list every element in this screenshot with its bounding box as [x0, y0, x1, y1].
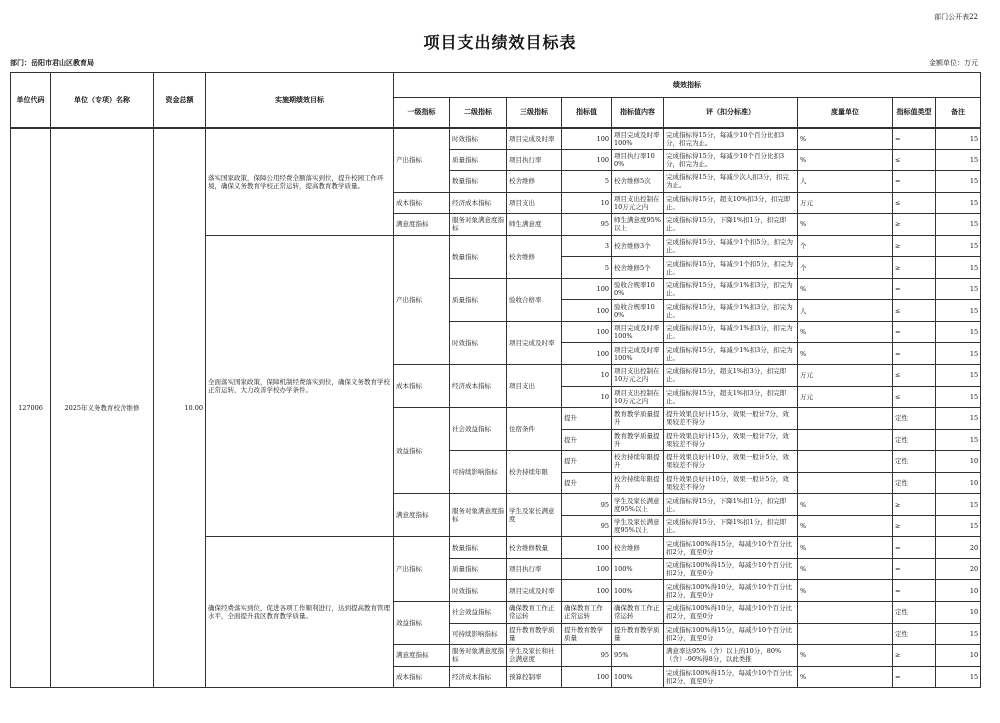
remark-cell: 10	[936, 645, 981, 667]
level2-cell: 经济成本指标	[450, 365, 507, 408]
value-cell: 提升	[562, 451, 612, 473]
level1-cell: 满意度指标	[394, 214, 450, 236]
value-content-cell: 提升教育教学质量	[612, 623, 664, 645]
value-type-cell: 定性	[893, 451, 936, 473]
scoring-cell: 满意率达95%（含）以上的10分，80%（含）-90%得8分，以此类推	[664, 645, 798, 667]
value-type-cell: =	[893, 278, 936, 300]
value-type-cell: ≤	[893, 300, 936, 322]
goal-cell: 确保经费落实到位，促进各项工作顺利进行，达到提高教育管理水平，全面提升我区教育教学质量。	[206, 537, 394, 688]
scoring-cell: 完成指标得15分，下降1%扣1分，扣完即止。	[664, 515, 798, 537]
level2-cell: 经济成本指标	[450, 192, 507, 214]
value-content-cell: 95%	[612, 645, 664, 667]
level2-cell: 社会效益指标	[450, 408, 507, 451]
value-cell: 100	[562, 321, 612, 343]
level3-cell: 项目支出	[507, 365, 562, 408]
value-cell: 95	[562, 515, 612, 537]
header-value: 指标值	[562, 98, 612, 128]
level2-cell: 数量指标	[450, 235, 507, 278]
value-cell: 提升教育教学质量	[562, 623, 612, 645]
scoring-cell: 完成指标100%得10分，每减少10个百分比扣2分，直至0分	[664, 580, 798, 602]
value-cell: 100	[562, 343, 612, 365]
value-type-cell: 定性	[893, 602, 936, 624]
level3-cell: 住宿条件	[507, 408, 562, 451]
value-cell: 100	[562, 537, 612, 559]
value-type-cell: =	[893, 128, 936, 150]
goal-cell: 全面落实国家政策，保障机制经费落实到位，确保义务教育学校正常运转，大力改善学校办学条件。	[206, 235, 394, 537]
measure-unit-cell: %	[798, 343, 893, 365]
value-content-cell: 验收合规率100%	[612, 278, 664, 300]
value-type-cell: ≤	[893, 386, 936, 408]
header-unit-code: 单位代码	[11, 73, 51, 128]
value-type-cell: ≥	[893, 645, 936, 667]
measure-unit-cell	[798, 408, 893, 430]
remark-cell: 15	[936, 214, 981, 236]
table-body	[11, 128, 981, 688]
value-type-cell: =	[893, 666, 936, 688]
remark-cell: 10	[936, 580, 981, 602]
value-type-cell: =	[893, 321, 936, 343]
measure-unit-cell	[798, 602, 893, 624]
measure-unit-cell	[798, 429, 893, 451]
measure-unit-cell: %	[798, 214, 893, 236]
scoring-cell: 完成指标得15分，每减少1%扣3分，扣完为止。	[664, 343, 798, 365]
level2-cell: 可持续影响指标	[450, 623, 507, 645]
level2-cell: 时效指标	[450, 321, 507, 364]
value-cell: 提升	[562, 429, 612, 451]
header-indicators: 绩效指标	[394, 73, 981, 98]
amount-unit-label: 金额单位：万元	[929, 59, 978, 67]
total-funds-cell: 10.00	[154, 128, 206, 688]
remark-cell: 15	[936, 408, 981, 430]
measure-unit-cell: %	[798, 278, 893, 300]
level1-cell: 产出指标	[394, 235, 450, 364]
form-number: 部门公开表22	[934, 13, 978, 21]
level1-cell: 满意度指标	[394, 645, 450, 667]
value-cell: 100	[562, 128, 612, 150]
scoring-cell: 完成指标得15分，每减少10个百分比扣3分，扣完为止。	[664, 149, 798, 171]
level1-cell: 产出指标	[394, 537, 450, 602]
level1-cell: 效益指标	[394, 602, 450, 645]
scoring-cell: 提升效果良好计10分，效果一般计5分，效果较差不得分	[664, 472, 798, 494]
level1-cell: 成本指标	[394, 365, 450, 408]
value-content-cell: 100%	[612, 666, 664, 688]
value-cell: 5	[562, 257, 612, 279]
value-cell: 3	[562, 235, 612, 257]
value-content-cell: 校舍维修	[612, 537, 664, 559]
level3-cell: 校舍维修	[507, 171, 562, 193]
level3-cell: 项目完成及时率	[507, 580, 562, 602]
level1-cell: 产出指标	[394, 128, 450, 193]
value-content-cell: 项目完成及时率100%	[612, 128, 664, 150]
level2-cell: 时效指标	[450, 580, 507, 602]
scoring-cell: 提升效果良好计15分，效果一般计7分，效果较差不得分	[664, 429, 798, 451]
value-cell: 提升	[562, 472, 612, 494]
performance-target-table	[10, 72, 981, 688]
scoring-cell: 完成指标得15分，超支10%扣3分，扣完即止。	[664, 192, 798, 214]
header-level1: 一级指标	[394, 98, 450, 128]
value-cell: 100	[562, 580, 612, 602]
remark-cell: 15	[936, 623, 981, 645]
level3-cell: 项目执行率	[507, 149, 562, 171]
value-content-cell: 项目执行率100%	[612, 149, 664, 171]
remark-cell: 15	[936, 128, 981, 150]
remark-cell: 10	[936, 472, 981, 494]
value-cell: 10	[562, 386, 612, 408]
scoring-cell: 完成指标100%得10分，每减少10个百分比扣2分，直至0分	[664, 602, 798, 624]
measure-unit-cell: %	[798, 515, 893, 537]
header-unit-name: 单位（专项）名称	[51, 73, 154, 128]
value-content-cell: 项目完成及时率100%	[612, 343, 664, 365]
remark-cell: 15	[936, 666, 981, 688]
measure-unit-cell: %	[798, 149, 893, 171]
level3-cell: 校舍维修	[507, 235, 562, 278]
value-cell: 确保教育工作正常运转	[562, 602, 612, 624]
department-label: 部门：岳阳市君山区教育局	[10, 58, 94, 67]
remark-cell: 15	[936, 321, 981, 343]
level2-cell: 质量指标	[450, 558, 507, 580]
measure-unit-cell: 人	[798, 171, 893, 193]
value-content-cell: 确保教育工作正常运转	[612, 602, 664, 624]
remark-cell: 15	[936, 257, 981, 279]
value-cell: 100	[562, 278, 612, 300]
measure-unit-cell: %	[798, 321, 893, 343]
measure-unit-cell: %	[798, 128, 893, 150]
measure-unit-cell	[798, 451, 893, 473]
value-type-cell: ≥	[893, 235, 936, 257]
value-cell: 100	[562, 666, 612, 688]
header-total-funds: 资金总额	[154, 73, 206, 128]
value-content-cell: 学生及家长满意度95%以上	[612, 494, 664, 516]
measure-unit-cell	[798, 623, 893, 645]
measure-unit-cell: 万元	[798, 386, 893, 408]
value-cell: 95	[562, 494, 612, 516]
level2-cell: 质量指标	[450, 149, 507, 171]
remark-cell: 10	[936, 451, 981, 473]
level2-cell: 服务对象满意度指标	[450, 494, 507, 537]
measure-unit-cell: 人	[798, 300, 893, 322]
value-content-cell: 校舍维修5次	[612, 171, 664, 193]
remark-cell: 15	[936, 365, 981, 387]
measure-unit-cell: 个	[798, 257, 893, 279]
scoring-cell: 完成指标得15分，每减少1%扣3分，扣完为止。	[664, 321, 798, 343]
header-scoring: 评（扣分标准）	[664, 98, 798, 128]
remark-cell: 15	[936, 494, 981, 516]
level2-cell: 服务对象满意度指标	[450, 645, 507, 667]
level1-cell: 成本指标	[394, 192, 450, 214]
measure-unit-cell: 万元	[798, 365, 893, 387]
page-title: 项目支出绩效目标表	[423, 33, 577, 52]
scoring-cell: 完成指标100%得15分，每减少10个百分比扣2分，直至0分	[664, 666, 798, 688]
value-content-cell: 验收合规率100%	[612, 300, 664, 322]
measure-unit-cell: %	[798, 494, 893, 516]
level1-cell: 效益指标	[394, 408, 450, 494]
value-type-cell: ≤	[893, 149, 936, 171]
level3-cell: 学生及家长和社会满意度	[507, 645, 562, 667]
unit-name-cell: 2025年义务教育校舍维修	[51, 128, 154, 688]
measure-unit-cell: %	[798, 666, 893, 688]
value-content-cell: 教育教学质量提升	[612, 429, 664, 451]
value-content-cell: 校舍持续年限提升	[612, 451, 664, 473]
level3-cell: 项目执行率	[507, 558, 562, 580]
level2-cell: 可持续影响指标	[450, 451, 507, 494]
remark-cell: 15	[936, 343, 981, 365]
value-cell: 10	[562, 192, 612, 214]
scoring-cell: 完成指标100%得15分，每减少10个百分比扣2分，直至0分	[664, 623, 798, 645]
header-remark: 备注	[936, 98, 981, 128]
level3-cell: 项目完成及时率	[507, 128, 562, 150]
level3-cell: 项目支出	[507, 192, 562, 214]
measure-unit-cell: %	[798, 537, 893, 559]
value-content-cell: 师生满意度95%以上	[612, 214, 664, 236]
value-cell: 95	[562, 645, 612, 667]
value-cell: 5	[562, 171, 612, 193]
level2-cell: 社会效益指标	[450, 602, 507, 624]
remark-cell: 15	[936, 278, 981, 300]
level2-cell: 经济成本指标	[450, 666, 507, 688]
level3-cell: 验收合格率	[507, 278, 562, 321]
value-type-cell: =	[893, 558, 936, 580]
level2-cell: 质量指标	[450, 278, 507, 321]
level1-cell: 满意度指标	[394, 494, 450, 537]
value-cell: 提升	[562, 408, 612, 430]
value-cell: 100	[562, 149, 612, 171]
value-cell: 100	[562, 558, 612, 580]
scoring-cell: 完成指标得15分，超支1%扣3分，扣完即止。	[664, 365, 798, 387]
measure-unit-cell: %	[798, 645, 893, 667]
value-content-cell: 项目支出控制在10万元之内	[612, 386, 664, 408]
header-goal: 实施期绩效目标	[206, 73, 394, 128]
measure-unit-cell	[798, 472, 893, 494]
unit-code-cell: 127006	[11, 128, 51, 688]
level3-cell: 提升教育教学质量	[507, 623, 562, 645]
value-content-cell: 教育教学质量提升	[612, 408, 664, 430]
remark-cell: 15	[936, 386, 981, 408]
value-type-cell: 定性	[893, 408, 936, 430]
level2-cell: 服务对象满意度指标	[450, 214, 507, 236]
scoring-cell: 完成指标得15分，下降1%扣1分，扣完即止。	[664, 494, 798, 516]
scoring-cell: 完成指标得15分，每减少1%扣3分，扣完为止。	[664, 278, 798, 300]
scoring-cell: 完成指标得15分，每减少1个扣5分，扣完为止。	[664, 257, 798, 279]
remark-cell: 15	[936, 515, 981, 537]
value-content-cell: 100%	[612, 580, 664, 602]
level3-cell: 确保教育工作正常运转	[507, 602, 562, 624]
value-content-cell: 学生及家长满意度95%以上	[612, 515, 664, 537]
header-measure-unit: 度量单位	[798, 98, 893, 128]
value-type-cell: =	[893, 580, 936, 602]
header-level2: 二级指标	[450, 98, 507, 128]
level3-cell: 校舍维修数量	[507, 537, 562, 559]
value-type-cell: =	[893, 171, 936, 193]
level1-cell: 成本指标	[394, 666, 450, 688]
header-value-type: 指标值类型	[893, 98, 936, 128]
value-cell: 95	[562, 214, 612, 236]
scoring-cell: 完成指标得15分，下降1%扣1分，扣完即止。	[664, 214, 798, 236]
level3-cell: 师生满意度	[507, 214, 562, 236]
scoring-cell: 完成指标100%得15分，每减少10个百分比扣2分，直至0分	[664, 558, 798, 580]
value-content-cell: 项目完成及时率100%	[612, 321, 664, 343]
measure-unit-cell: 个	[798, 235, 893, 257]
value-content-cell: 校舍维修5个	[612, 257, 664, 279]
scoring-cell: 完成指标得15分，超支1%扣3分，扣完即止。	[664, 386, 798, 408]
value-type-cell: =	[893, 537, 936, 559]
level3-cell: 项目完成及时率	[507, 321, 562, 364]
scoring-cell: 完成指标100%得15分，每减少10个百分比扣2分，直至0分	[664, 537, 798, 559]
table-row	[11, 128, 981, 150]
remark-cell: 15	[936, 192, 981, 214]
value-type-cell: ≥	[893, 515, 936, 537]
scoring-cell: 提升效果良好计10分，效果一般计5分，效果较差不得分	[664, 451, 798, 473]
measure-unit-cell: 万元	[798, 192, 893, 214]
value-content-cell: 校舍持续年限提升	[612, 472, 664, 494]
remark-cell: 20	[936, 537, 981, 559]
level3-cell: 预算控制率	[507, 666, 562, 688]
scoring-cell: 完成指标得15分，每减少1%扣3分，扣完为止。	[664, 300, 798, 322]
header-level3: 三级指标	[507, 98, 562, 128]
value-type-cell: 定性	[893, 472, 936, 494]
value-content-cell: 项目支出控制在10万元之内	[612, 365, 664, 387]
scoring-cell: 提升效果良好计15分，效果一般计7分，效果较差不得分	[664, 408, 798, 430]
value-type-cell: ≥	[893, 257, 936, 279]
level2-cell: 数量指标	[450, 171, 507, 193]
value-content-cell: 100%	[612, 558, 664, 580]
value-cell: 10	[562, 365, 612, 387]
header-value-content: 指标值内容	[612, 98, 664, 128]
scoring-cell: 完成指标得15分，每减少10个百分比扣3分，扣完为止。	[664, 128, 798, 150]
value-content-cell: 校舍维修3个	[612, 235, 664, 257]
scoring-cell: 完成指标得15分，每减少1个扣5分，扣完为止。	[664, 235, 798, 257]
value-type-cell: 定性	[893, 429, 936, 451]
value-cell: 100	[562, 300, 612, 322]
value-type-cell: 定性	[893, 623, 936, 645]
level2-cell: 时效指标	[450, 128, 507, 150]
measure-unit-cell: %	[798, 580, 893, 602]
remark-cell: 15	[936, 171, 981, 193]
remark-cell: 15	[936, 235, 981, 257]
remark-cell: 10	[936, 602, 981, 624]
value-type-cell: =	[893, 343, 936, 365]
value-type-cell: ≥	[893, 214, 936, 236]
remark-cell: 15	[936, 300, 981, 322]
level2-cell: 数量指标	[450, 537, 507, 559]
value-type-cell: ≥	[893, 494, 936, 516]
value-content-cell: 项目支出控制在10万元之内	[612, 192, 664, 214]
level3-cell: 学生及家长满意度	[507, 494, 562, 537]
value-type-cell: ≤	[893, 365, 936, 387]
scoring-cell: 完成指标得15分，每减少次人扣3分，扣完为止。	[664, 171, 798, 193]
remark-cell: 20	[936, 558, 981, 580]
level3-cell: 校舍持续年限	[507, 451, 562, 494]
measure-unit-cell: %	[798, 558, 893, 580]
remark-cell: 15	[936, 429, 981, 451]
remark-cell: 15	[936, 149, 981, 171]
goal-cell: 落实国家政策，保障公用经费全额落实到位，提升校园工作环境，确保义务教育学校正常运转，提高教育教学质量。	[206, 128, 394, 236]
value-type-cell: ≤	[893, 192, 936, 214]
